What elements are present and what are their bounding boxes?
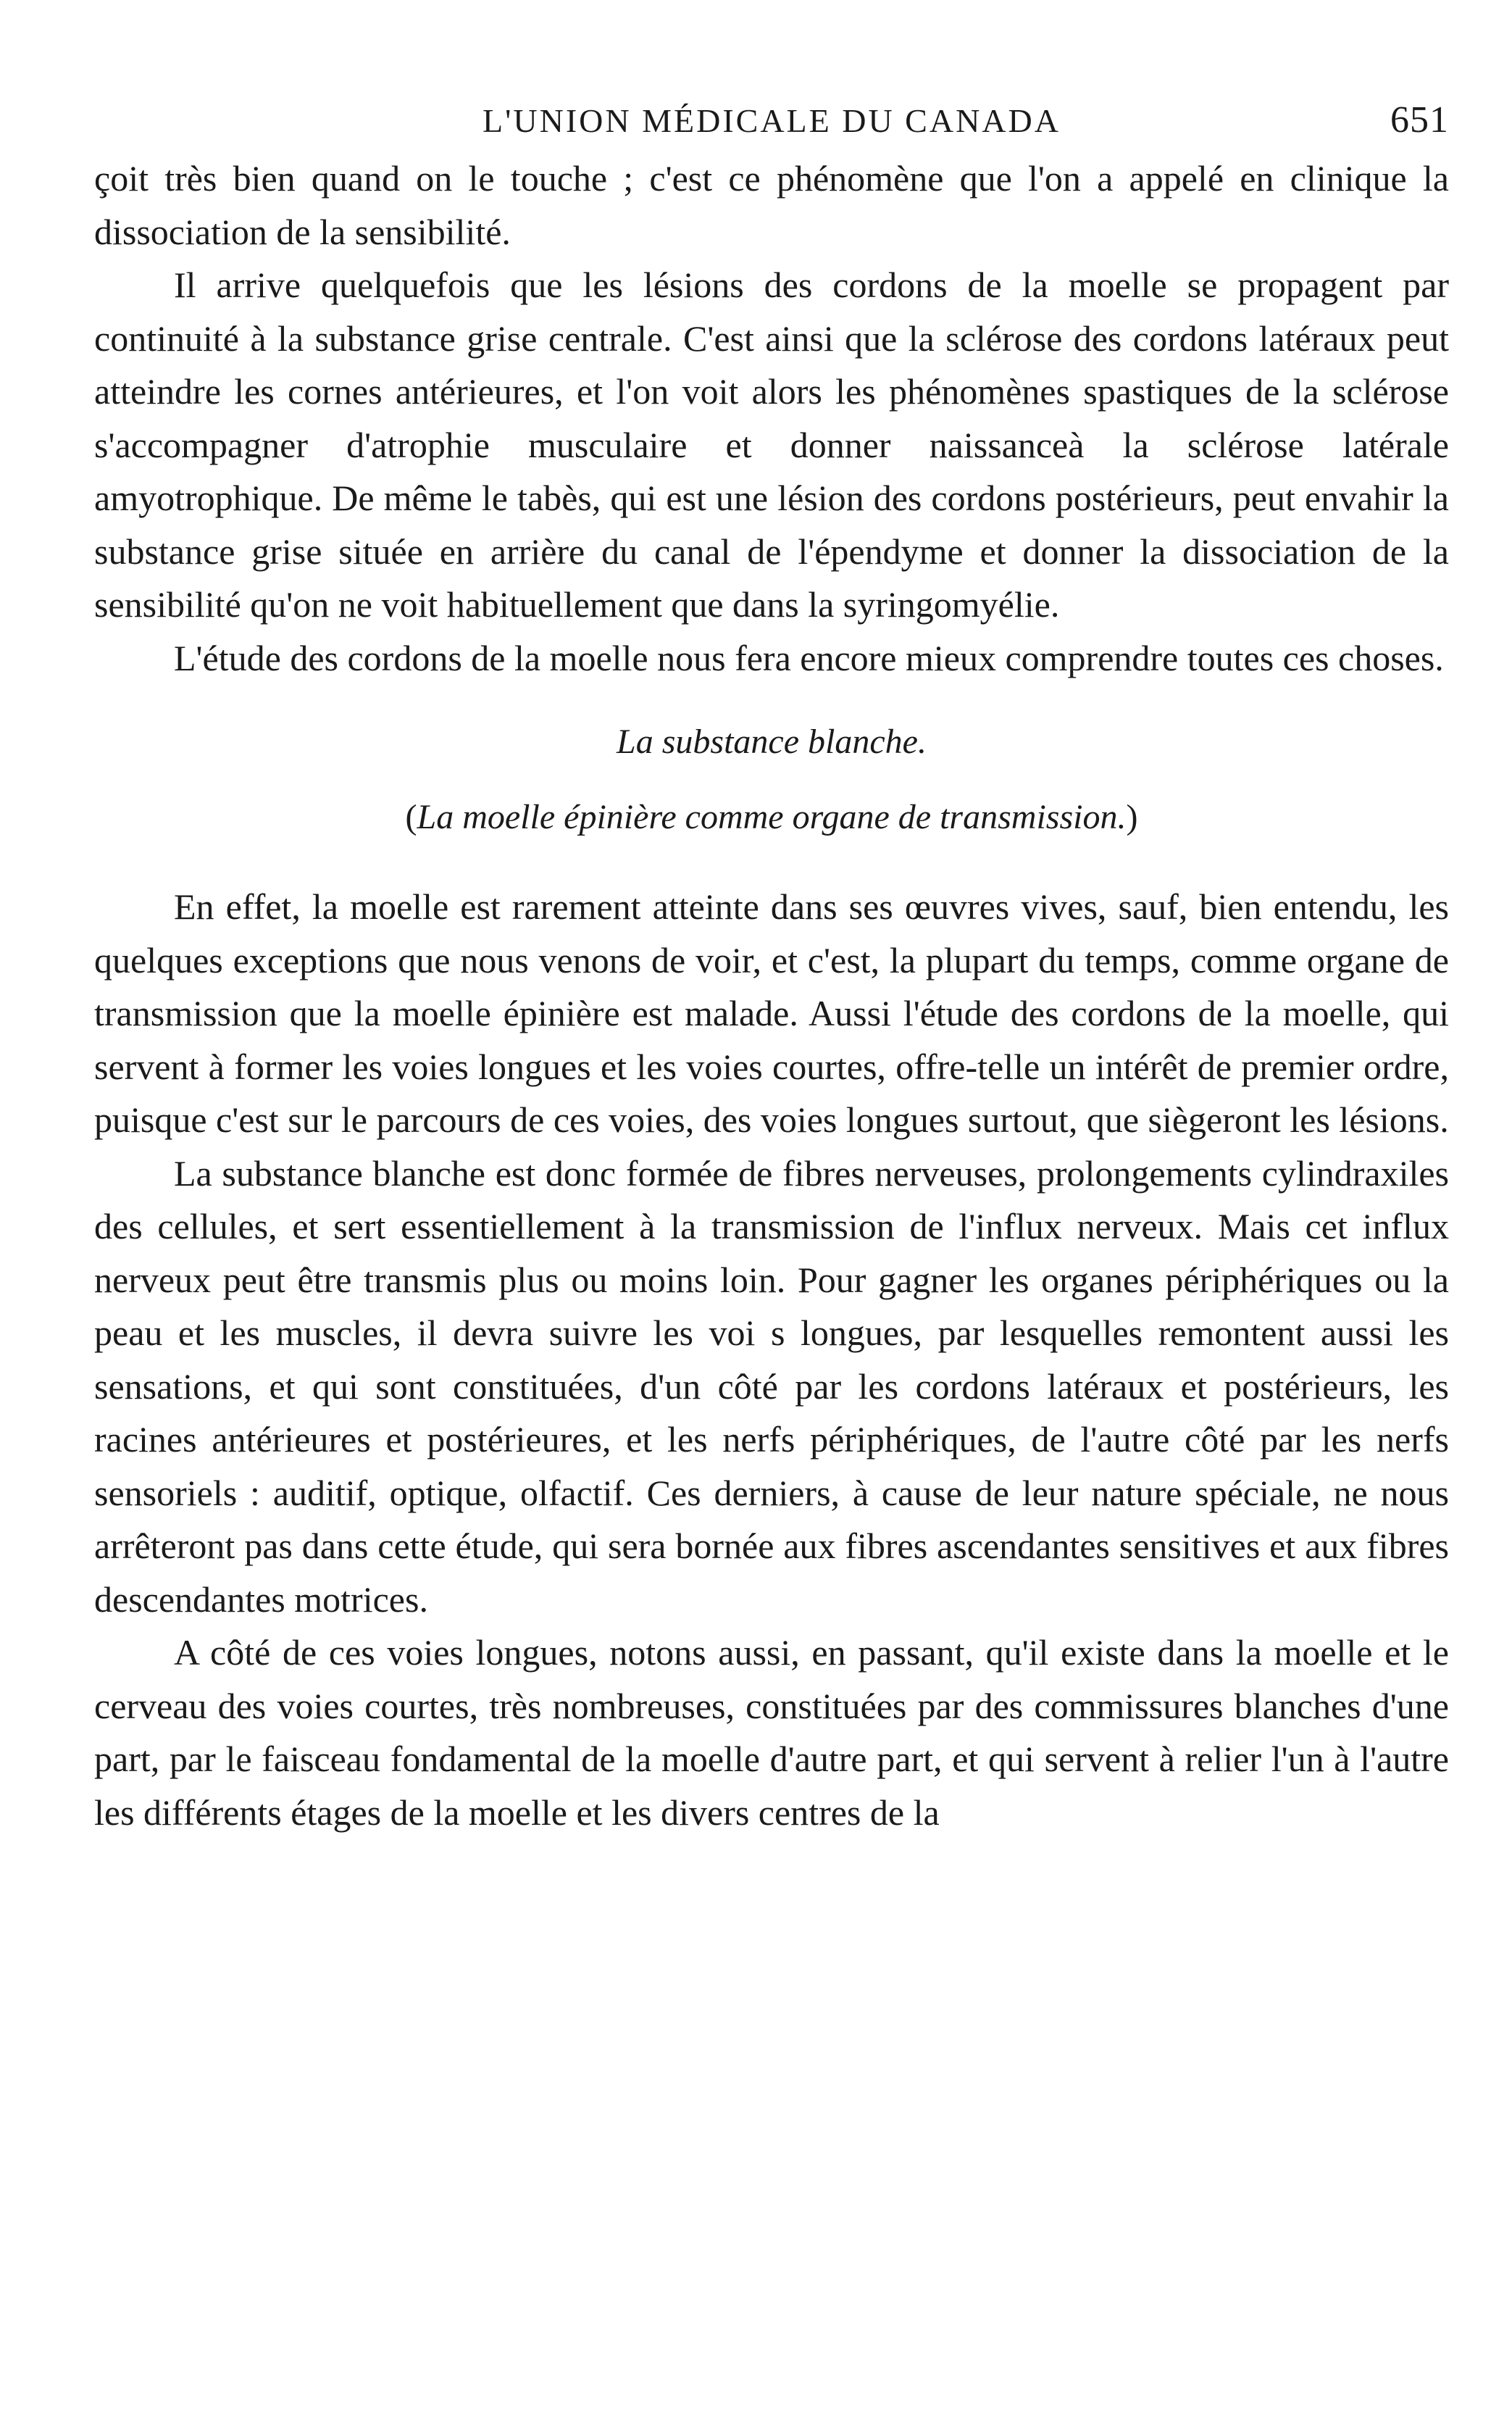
document-page bbox=[94, 87, 1449, 1839]
paragraph: A côté de ces voies longues, notons aussi, en passant, qu'il existe dans la moelle et le cerveau des voies courtes, très nombreuses, constituées par des commissures blanches d'une part, par le faisceau fondamental de la moelle d'autre part, et qui servent à relier l'un à l'autre les différents étages de la moelle et les divers centres de la bbox=[94, 1632, 1449, 1833]
paragraph: La substance blanche est donc formée de fibres nerveuses, prolongements cylindraxiles des cellules, et sert essentiellement à la transmission de l'influx nerveux. Mais cet influx nerveux peut être transmis plus ou moins loin. Pour gagner les organes périphériques ou la peau et les muscles, il devra suivre les voi s longues, par lesquelles remontent aussi les sensations, et qui sont constituées, d'un côté par les cordons latéraux et postérieurs, les racines antérieures et postérieures, et les nerfs périphériques, de l'autre côté par les nerfs sensoriels : auditif, optique, olfactif. Ces derniers, à cause de leur nature spéciale, ne nous arrêteront pas dans cette étude, qui sera bornée aux fibres ascendantes sensitives et aux fibres descendantes motrices. bbox=[94, 1152, 1449, 1620]
section-heading: La substance blanche. bbox=[617, 723, 927, 761]
body-text-before-section bbox=[94, 152, 1449, 685]
paragraph: çoit très bien quand on le touche ; c'est ce phénomène que l'on a appelé en clinique la dissociation de la sensibilité. bbox=[94, 158, 1449, 252]
subheading-text: La moelle épinière comme organe de transmission. bbox=[417, 798, 1127, 836]
subheading-close-paren: ) bbox=[1126, 798, 1138, 836]
paragraph: En effet, la moelle est rarement atteinte dans ses œuvres vives, sauf, bien entendu, les quelques exceptions que nous venons de voir, et c'est, la plupart du temps, comme organe de transmission que la moelle épinière est malade. Aussi l'étude des cordons de la moelle, qui servent à former les voies longues et les voies courtes, offre-telle un intérêt de premier ordre, puisque c'est sur le parcours de ces voies, des voies longues surtout, que siègeront les lésions. bbox=[94, 886, 1449, 1140]
page-number: 651 bbox=[1390, 99, 1449, 141]
paragraph: L'étude des cordons de la moelle nous fera encore mieux comprendre toutes ces choses. bbox=[174, 637, 1444, 678]
subheading-open-paren: ( bbox=[405, 798, 417, 836]
paragraph: Il arrive quelquefois que les lésions des cordons de la moelle se propagent par continuité à la substance grise centrale. C'est ainsi que la sclérose des cordons latéraux peut atteindre les cornes antérieures, et l'on voit alors les phénomènes spastiques de la sclérose s'accompagner d'atrophie musculaire et donner naissanceà la sclérose latérale amyotrophique. De même le tabès, qui est une lésion des cordons postérieurs, peut envahir la substance grise située en arrière du canal de l'épendyme et donner la dissociation de la sensibilité qu'on ne voit habituellement que dans la syringomyélie. bbox=[94, 265, 1449, 625]
section-subheading bbox=[94, 792, 1449, 843]
body-text-after-section bbox=[94, 881, 1449, 1839]
journal-title: L'UNION MÉDICALE DU CANADA bbox=[483, 102, 1061, 139]
running-header bbox=[94, 87, 1449, 152]
